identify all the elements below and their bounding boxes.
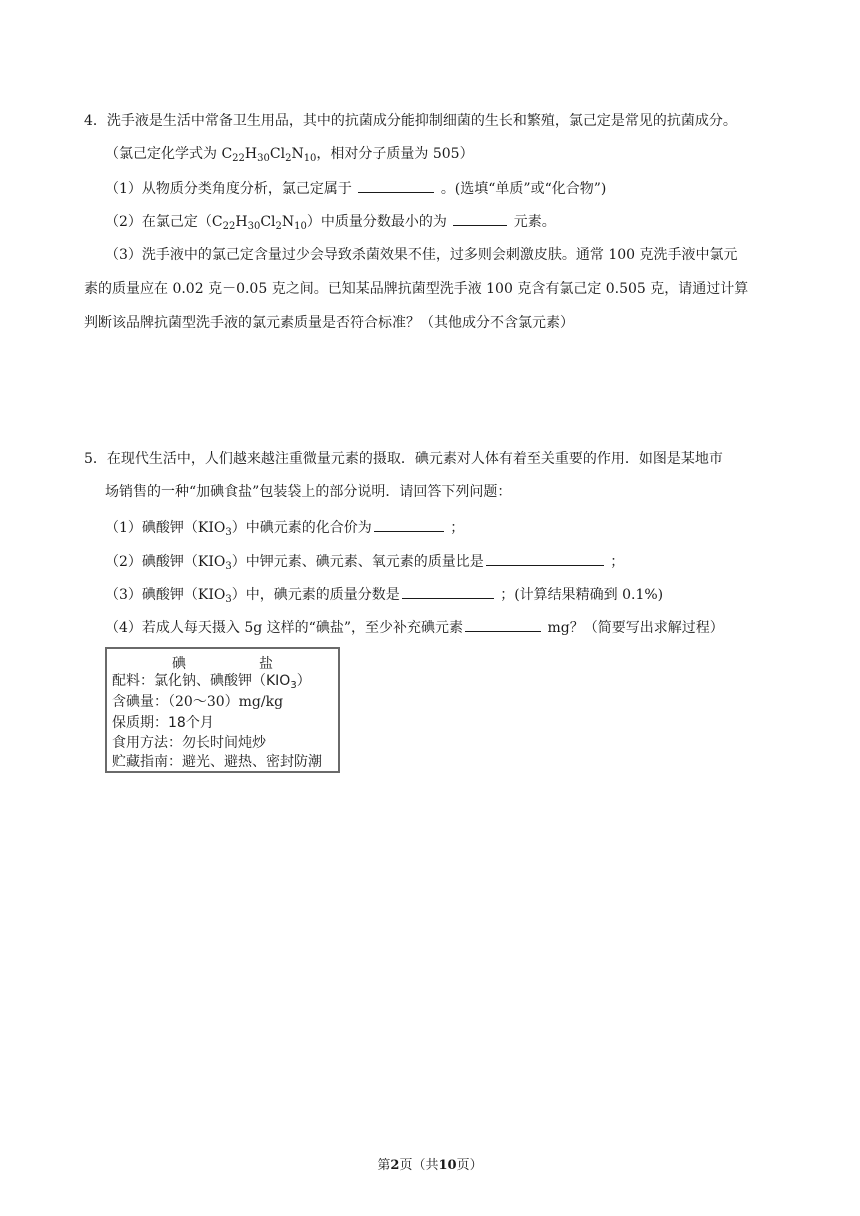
salt-label-usage: 食用方法：勿长时间炖炒 xyxy=(112,735,266,751)
q4-part3-line1: （3）洗手液中的氯己定含量过少会导致杀菌效果不佳，过多则会刺激皮肤。通常 100 克洗手液中氯元 xyxy=(105,247,738,263)
footer-pre: 第 xyxy=(377,1158,391,1173)
footer-page-number: 2 xyxy=(390,1158,400,1173)
q4-part1 xyxy=(105,178,606,199)
page-footer xyxy=(0,1154,860,1173)
q5-part3-blank[interactable] xyxy=(402,584,494,599)
q4-part3-line2: 素的质量应在 0.02 克－0.05 克之间。已知某品牌抗菌型洗手液 100 克含有氯己定 0.505 克，请通过计算 xyxy=(84,281,749,297)
footer-total-pages: 10 xyxy=(438,1158,457,1173)
q4-part2-blank[interactable] xyxy=(453,211,507,226)
q4-part2-suffix: 元素。 xyxy=(513,214,556,230)
salt-package-label xyxy=(105,647,340,773)
q4-part2: （2）在氯己定$(C_{22}H_{30}Cl_2N_{10})$中质量分数最小的为 元素。 xyxy=(105,211,556,232)
salt-label-title-left: 碘 xyxy=(172,656,186,672)
q5-part2-blank[interactable] xyxy=(486,551,604,566)
q5-stem-line1: 5．在现代生活中，人们越来越注重微量元素的摄取．碘元素对人体有着至关重要的作用．如图是某地市 xyxy=(84,451,723,467)
q5-part4-blank[interactable] xyxy=(465,617,541,632)
q4-stem: 4．洗手液是生活中常备卫生用品，其中的抗菌成分能抑制细菌的生长和繁殖，氯己定是常见的抗菌成分。 xyxy=(84,113,737,129)
salt-label-ingredients: 配料：氯化钠、碘酸钾$(KIO_3)$ xyxy=(112,673,311,691)
q5-part4 xyxy=(105,617,724,638)
q4-formula-note: （氯己定化学式为 $C_{22}H_{30}Cl_2N_{10}$，相对分子质量为 505） xyxy=(105,146,474,164)
salt-label-iodine-content: 含碘量：（20～30）mg/kg xyxy=(112,694,284,710)
q4-part1-blank[interactable] xyxy=(358,178,434,193)
q5-part3: （3）碘酸钾$(KIO_3)$中，碘元素的质量分数是 ；(计算结果精确到 0.1%) xyxy=(105,584,663,605)
salt-label-title-right: 盐 xyxy=(259,656,273,672)
q4-part3-line3: 判断该品牌抗菌型洗手液的氯元素质量是否符合标准？（其他成分不含氯元素） xyxy=(84,315,574,331)
q5-part2-suffix: ； xyxy=(610,554,625,570)
footer-mid: 页（共 xyxy=(399,1158,439,1173)
q5-part4-suffix: mg？（简要写出求解过程） xyxy=(547,620,724,636)
q5-part3-suffix: ；(计算结果精确到 0.1%) xyxy=(500,587,664,603)
q5-part4-text: （4）若成人每天摄入 5g 这样的“碘盐”，至少补充碘元素 xyxy=(105,620,463,636)
footer-post: 页） xyxy=(456,1158,483,1173)
q4-part1-suffix: 。(选填“单质”或“化合物”) xyxy=(440,181,607,197)
salt-label-storage: 贮藏指南：避光、避热、密封防潮 xyxy=(112,754,322,770)
q4-part1-text: （1）从物质分类角度分析，氯己定属于 xyxy=(105,181,352,197)
q5-part1: （1）碘酸钾$(KIO_3)$中碘元素的化合价为 ； xyxy=(105,517,464,538)
salt-label-shelf-life: 保质期：18个月 xyxy=(112,715,214,731)
q5-part2: （2）碘酸钾$(KIO_3)$中钾元素、碘元素、氧元素的质量比是 ； xyxy=(105,551,624,572)
q5-part1-suffix: ； xyxy=(450,520,465,536)
q5-stem-line2: 场销售的一种“加碘食盐”包装袋上的部分说明．请回答下列问题： xyxy=(105,484,512,500)
q5-part1-blank[interactable] xyxy=(374,517,444,532)
